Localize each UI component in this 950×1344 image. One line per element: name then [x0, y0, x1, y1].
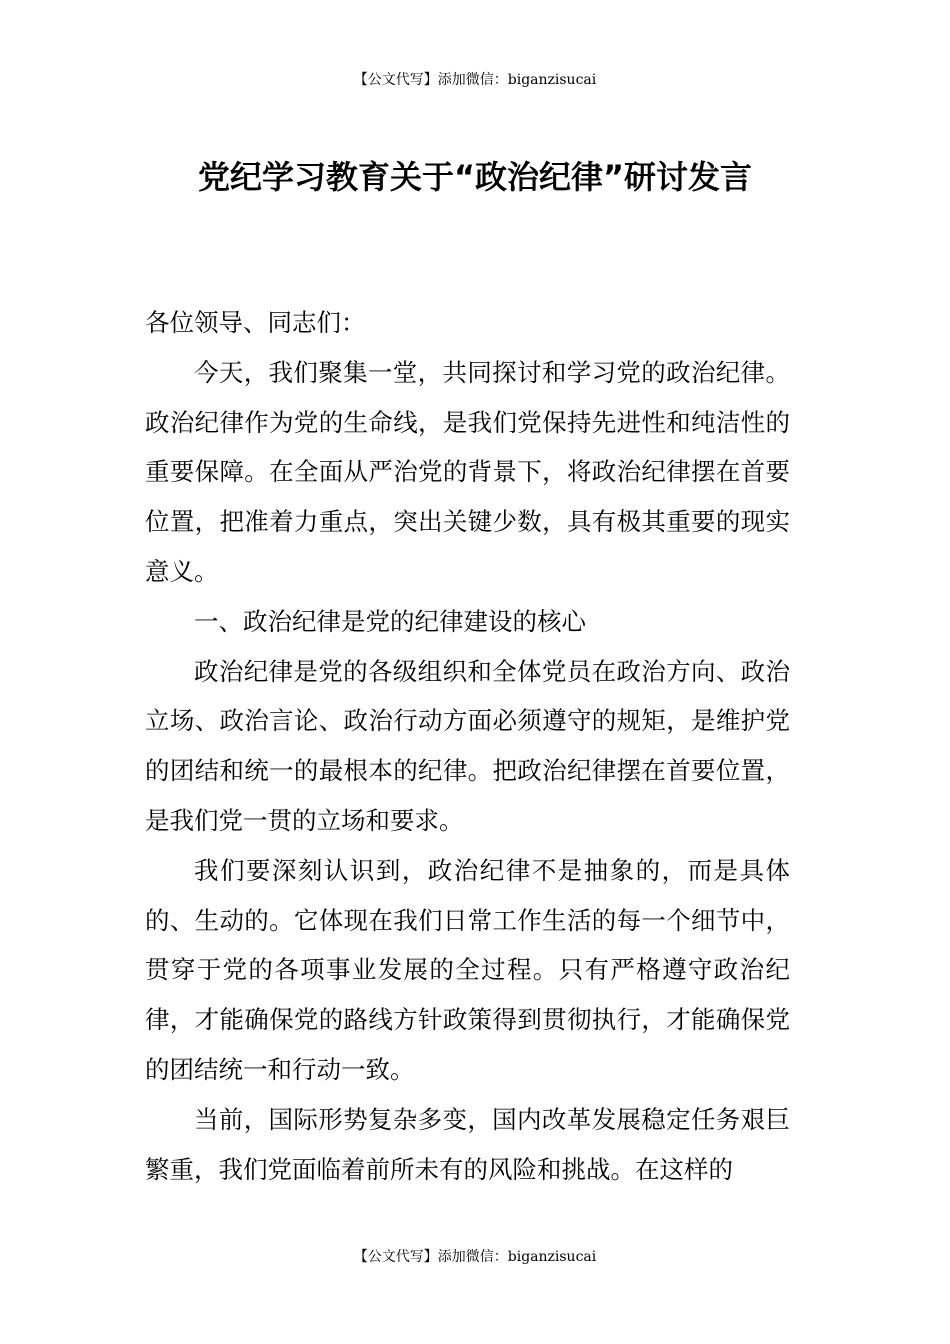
- paragraph-definition: 政治纪律是党的各级组织和全体党员在政治方向、政治立场、政治言论、政治行动方面必须遵守的规矩，是维护党的团结和统一的最根本的纪律。把政治纪律摆在首要位置，是我们党一贯的立场和要求。: [145, 656, 790, 835]
- document-title: 党纪学习教育关于“政治纪律”研讨发言: [197, 158, 753, 196]
- section-heading-1: 一、政治纪律是党的纪律建设的核心: [194, 606, 586, 636]
- paragraph-understanding: 我们要深刻认识到，政治纪律不是抽象的，而是具体的、生动的。它体现在我们日常工作生活的每一个细节中，贯穿于党的各项事业发展的全过程。只有严格遵守政治纪律，才能确保党的路线方针政策得到贯彻执行，才能确保党的团结统一和行动一致。: [145, 855, 790, 1084]
- header-note: 【公文代写】添加微信：biganzisucai: [353, 72, 597, 88]
- salutation: 各位领导、同志们：: [145, 308, 366, 337]
- paragraph-intro: 今天，我们聚集一堂，共同探讨和学习党的政治纪律。政治纪律作为党的生命线，是我们党保持先进性和纯洁性的重要保障。在全面从严治党的背景下，将政治纪律摆在首要位置，把准着力重点，突出关键少数，具有极其重要的现实意义。: [145, 357, 790, 586]
- footer-note: 【公文代写】添加微信：biganzisucai: [353, 1249, 597, 1265]
- document-body: [145, 298, 790, 1194]
- paragraph-current-situation: 当前，国际形势复杂多变，国内改革发展稳定任务艰巨繁重，我们党面临着前所未有的风险和挑战。在这样的: [145, 1104, 790, 1184]
